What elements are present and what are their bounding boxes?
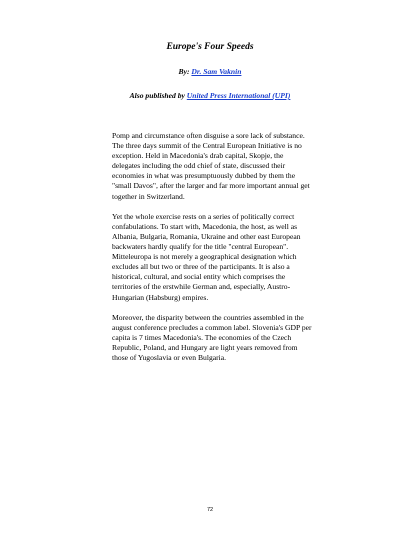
byline [0,67,420,76]
published-prefix: Also published by [129,91,187,100]
document-title: Europe's Four Speeds [166,42,254,52]
paragraph-3: Moreover, the disparity between the countries assembled in the august conference precludes a common label. Slovenia's GDP per capita is 7 times Macedonia's. The economies of the Czech Republic, Poland, and Hungary are light years removed from those of Yugoslavia or even Bulgaria. [112,312,312,363]
published-by-line [0,91,420,100]
publisher-link[interactable]: United Press International (UPI) [186,91,291,100]
author-link[interactable]: Dr. Sam Vaknin [191,67,242,76]
paragraph-2: Yet the whole exercise rests on a series of politically correct confabulations. To start with, Macedonia, the host, as well as Albania, Bulgaria, Romania, Ukraine and other east European backwaters hardly qualify for the title "central European". Mitteleuropa is not merely a geographical designation which excludes all but two or three of the participants. It is also a historical, cultural, and social entity which comprises the territories of the erstwhile German and, especially, Austro-Hungarian (Habsburg) empires. [112,211,301,302]
paragraph-1: Pomp and circumstance often disguise a sore lack of substance. The three days summit of the Central European Initiative is no exception. Held in Macedonia's drab capital, Skopje, the delegates including the odd chief of state, discussed their economies in what was presumptuously dubbed by them the "small Davos", after the larger and far more important annual get together in Switzerland. [112,131,310,201]
byline-prefix: By: [178,67,192,76]
article-body [112,131,312,373]
page-number: 72 [206,507,214,513]
